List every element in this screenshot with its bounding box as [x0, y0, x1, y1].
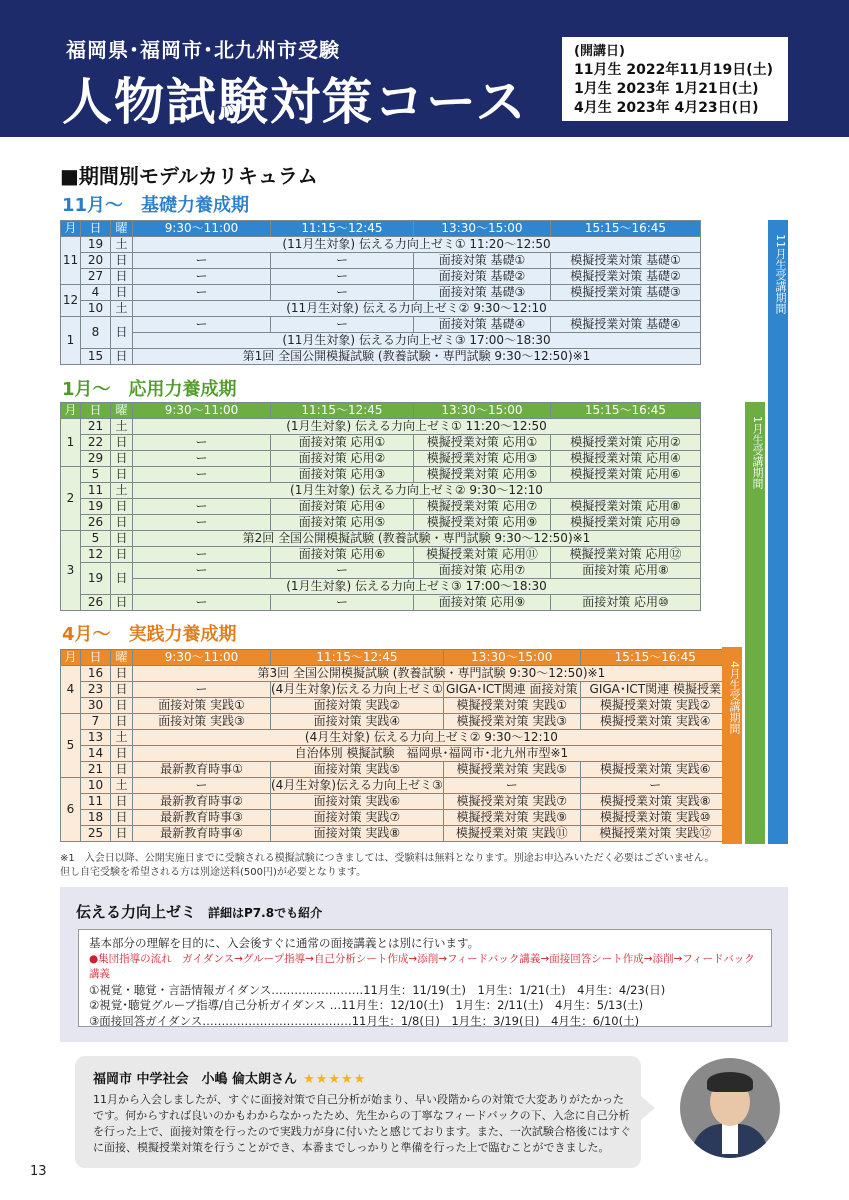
table-row: [61, 435, 701, 451]
student-name-text: 福岡市 中学社会 小嶋 倫太朗さん: [93, 1072, 298, 1087]
phase1-title: 11月～ 基礎力養成期: [62, 195, 250, 216]
day-cell: 25: [81, 826, 111, 842]
session-cell: 模擬授業対策 応用⑪: [414, 547, 551, 563]
session-cell: 面接対策 応用④: [271, 499, 414, 515]
table-row: [61, 467, 701, 483]
month-cell: 11: [61, 237, 81, 285]
session-cell: 模擬授業対策 実践⑤: [443, 762, 580, 778]
event-cell: 第1回 全国公開模擬試験 (教養試験・専門試験 9:30～12:50)※1: [133, 349, 701, 365]
session-cell: ー: [133, 285, 271, 301]
session-cell: 模擬授業対策 応用⑨: [414, 515, 551, 531]
zemi-title: [76, 901, 322, 922]
day-cell: 29: [81, 451, 111, 467]
session-cell: 模擬授業対策 基礎③: [551, 285, 701, 301]
event-cell: (4月生対象) 伝える力向上ゼミ② 9:30～12:10: [133, 730, 731, 746]
session-cell: ー: [133, 435, 271, 451]
day-cell: 5: [81, 467, 111, 483]
weekday-cell: 日: [111, 467, 133, 483]
table-row: [61, 285, 701, 301]
rating-stars: ★★★★★: [303, 1072, 367, 1087]
session-cell: 模擬授業対策 応用⑧: [551, 499, 701, 515]
table-row: [61, 826, 731, 842]
avatar-shirt: [722, 1124, 738, 1154]
session-cell: 面接対策 基礎①: [414, 253, 551, 269]
weekday-cell: 日: [111, 515, 133, 531]
table-row: [61, 531, 701, 547]
weekday-cell: 土: [111, 301, 133, 317]
weekday-cell: 日: [111, 698, 133, 714]
table-row: [61, 253, 701, 269]
day-cell: 11: [81, 483, 111, 499]
session-cell: ー: [271, 285, 414, 301]
table-row: [61, 563, 701, 579]
table-row: [61, 237, 701, 253]
session-cell: ー: [271, 595, 414, 611]
month-cell: 4: [61, 666, 81, 714]
session-cell: 面接対策 実践④: [271, 714, 444, 730]
weekday-cell: 日: [111, 499, 133, 515]
day-cell: 26: [81, 595, 111, 611]
table-row: [61, 730, 731, 746]
day-cell: 19: [81, 499, 111, 515]
session-cell: 模擬授業対策 応用②: [551, 435, 701, 451]
nov-period-bar: 11月生受講期間: [768, 220, 788, 844]
day-cell: 19: [81, 237, 111, 253]
table-row: [61, 483, 701, 499]
column-header: 11:15～12:45: [271, 403, 414, 419]
session-cell: 面接対策 実践⑦: [271, 810, 444, 826]
table-row: [61, 778, 731, 794]
session-cell: 模擬授業対策 応用⑥: [551, 467, 701, 483]
table-row: [61, 762, 731, 778]
table-row: [61, 349, 701, 365]
session-cell: ー: [133, 515, 271, 531]
session-cell: 模擬授業対策 応用⑤: [414, 467, 551, 483]
avatar: [680, 1058, 780, 1158]
weekday-cell: 土: [111, 419, 133, 435]
zemi-flow: ●集団指導の流れ ガイダンス→グループ指導→自己分析シート作成→添削→フィードバック講義→面接回答シート作成→添削→フィードバック講義: [89, 952, 755, 980]
session-cell: 最新教育時事④: [133, 826, 271, 842]
zemi-section: [60, 887, 788, 1042]
weekday-cell: 土: [111, 237, 133, 253]
session-cell: 模擬授業対策 基礎①: [551, 253, 701, 269]
column-header: 日: [81, 221, 111, 237]
page-title: 人物試験対策コース: [62, 73, 528, 131]
session-cell: 模擬授業対策 実践③: [443, 714, 580, 730]
session-cell: ー: [133, 563, 271, 579]
day-cell: 30: [81, 698, 111, 714]
column-header: 日: [81, 403, 111, 419]
session-cell: 模擬授業対策 基礎②: [551, 269, 701, 285]
student-voice-bubble: [75, 1056, 641, 1168]
event-cell: (11月生対象) 伝える力向上ゼミ① 11:20～12:50: [133, 237, 701, 253]
zemi-title-text: 伝える力向上ゼミ: [76, 903, 197, 921]
event-cell: 第3回 全国公開模擬試験 (教養試験・専門試験 9:30～12:50)※1: [133, 666, 731, 682]
footnote-line: 但し自宅受験を希望される方は別途送料(500円)が必要となります。: [60, 867, 367, 878]
event-cell: (1月生対象) 伝える力向上ゼミ② 9:30～12:10: [133, 483, 701, 499]
column-header: 9:30～11:00: [133, 650, 271, 666]
weekday-cell: 日: [111, 285, 133, 301]
event-cell: (11月生対象) 伝える力向上ゼミ② 9:30～12:10: [133, 301, 701, 317]
weekday-cell: 日: [111, 746, 133, 762]
bubble-arrow: [641, 1096, 655, 1120]
avatar-hair: [707, 1072, 753, 1092]
zemi-intro: 基本部分の理解を目的に、入会後すぐに通常の面接講義とは別に行います。: [89, 936, 480, 950]
session-cell: 模擬授業対策 実践⑨: [443, 810, 580, 826]
weekday-cell: 日: [111, 666, 133, 682]
day-cell: 8: [81, 317, 111, 349]
student-comment: 11月から入会しましたが、すぐに面接対策で自己分析が始まり、早い段階からの対策で大変ありがたかったです。何からすれば良いのかもわからなかったため、先生からの丁寧なフィードバックの下、入念に自己分析を行った上で、面接対策を行ったので実践力が身に付いたと感じております。また、一次試験合格後にはすぐに面接、模擬授業対策を行うことができ、本番までしっかりと準備を行った上で臨むことができました。: [93, 1093, 631, 1154]
weekday-cell: 日: [111, 794, 133, 810]
start-dates-label: (開講日): [574, 44, 625, 59]
event-cell: (1月生対象) 伝える力向上ゼミ① 11:20～12:50: [133, 419, 701, 435]
column-header: 13:30～15:00: [414, 221, 551, 237]
session-cell: 面接対策 応用③: [271, 467, 414, 483]
column-header: 15:15～16:45: [551, 221, 701, 237]
column-header: 15:15～16:45: [580, 650, 730, 666]
table-row: [61, 794, 731, 810]
phase3-title: 4月～ 実践力養成期: [62, 624, 237, 645]
session-cell: ー: [271, 317, 414, 333]
weekday-cell: 日: [111, 714, 133, 730]
column-header: 月: [61, 221, 81, 237]
month-cell: 1: [61, 419, 81, 467]
day-cell: 5: [81, 531, 111, 547]
column-header: 曜: [111, 221, 133, 237]
curriculum-title: ■期間別モデルカリキュラム: [60, 164, 318, 188]
day-cell: 21: [81, 762, 111, 778]
session-cell: 面接対策 応用⑥: [271, 547, 414, 563]
session-cell: 模擬授業対策 実践④: [580, 714, 730, 730]
session-cell: 面接対策 実践③: [133, 714, 271, 730]
table-row: [61, 451, 701, 467]
day-cell: 13: [81, 730, 111, 746]
day-cell: 10: [81, 301, 111, 317]
session-cell: 模擬授業対策 実践⑫: [580, 826, 730, 842]
weekday-cell: 土: [111, 483, 133, 499]
table-row: [61, 810, 731, 826]
day-cell: 20: [81, 253, 111, 269]
header-banner: [0, 0, 849, 137]
session-cell: 模擬授業対策 実践①: [443, 698, 580, 714]
session-cell: GIGA･ICT関連 模擬授業: [580, 682, 730, 698]
zemi-details-box: [78, 929, 772, 1027]
session-cell: 最新教育時事①: [133, 762, 271, 778]
session-cell: 面接対策 応用①: [271, 435, 414, 451]
session-cell: (4月生対象)伝える力向上ゼミ③: [271, 778, 443, 792]
month-cell: 1: [61, 317, 81, 365]
session-cell: ー: [271, 269, 414, 285]
footnote-line: ※1 入会日以降、公開実施日までに受験される模擬試験につきましては、受験料は無料となります。別途お申込みいただく必要はございません。: [60, 853, 715, 864]
table-row: [61, 419, 701, 435]
weekday-cell: 日: [111, 547, 133, 563]
weekday-cell: 土: [111, 778, 133, 794]
weekday-cell: 日: [111, 451, 133, 467]
zemi-subtitle: 詳細はP7.8でも紹介: [208, 906, 323, 920]
day-cell: 7: [81, 714, 111, 730]
table-row: [61, 499, 701, 515]
session-cell: 模擬授業対策 応用⑫: [551, 547, 701, 563]
session-cell: ー: [580, 778, 730, 794]
weekday-cell: 日: [111, 349, 133, 365]
session-cell: ー: [133, 467, 271, 483]
session-cell: 模擬授業対策 実践⑦: [443, 794, 580, 810]
table-row: [61, 269, 701, 285]
column-header: 曜: [111, 650, 133, 666]
session-cell: 面接対策 応用⑩: [551, 595, 701, 611]
event-cell: 自治体別 模擬試験 福岡県･福岡市･北九州市型※1: [133, 746, 731, 762]
session-cell: 面接対策 応用⑦: [414, 563, 551, 579]
event-cell: (1月生対象) 伝える力向上ゼミ③ 17:00～18:30: [133, 579, 701, 595]
column-header: 9:30～11:00: [133, 221, 271, 237]
month-cell: 2: [61, 467, 81, 531]
day-cell: 15: [81, 349, 111, 365]
session-cell: GIGA･ICT関連 面接対策: [443, 682, 580, 698]
session-cell: 面接対策 実践⑧: [271, 826, 444, 842]
month-cell: 12: [61, 285, 81, 317]
day-cell: 12: [81, 547, 111, 563]
table-row: [61, 301, 701, 317]
day-cell: 16: [81, 666, 111, 682]
day-cell: 19: [81, 563, 111, 595]
phase2-table: [60, 402, 701, 611]
weekday-cell: 日: [111, 269, 133, 285]
session-cell: ー: [133, 253, 271, 269]
weekday-cell: 日: [111, 563, 133, 595]
jan-period-bar: 1月生受講期間: [745, 402, 765, 844]
weekday-cell: 日: [111, 682, 133, 698]
session-cell: ー: [133, 547, 271, 563]
session-cell: ー: [133, 317, 271, 333]
session-cell: ー: [271, 563, 414, 579]
start-date-nov: 11月生 2022年11月19日(土): [574, 62, 774, 78]
session-cell: 面接対策 実践①: [133, 698, 271, 714]
session-cell: 模擬授業対策 実践⑪: [443, 826, 580, 842]
day-cell: 21: [81, 419, 111, 435]
page-number: 13: [30, 1164, 47, 1179]
column-header: 日: [81, 650, 111, 666]
table-row: [61, 515, 701, 531]
start-date-apr: 4月生 2023年 4月23日(日): [574, 100, 759, 116]
session-cell: 模擬授業対策 応用⑩: [551, 515, 701, 531]
session-cell: 模擬授業対策 実践⑧: [580, 794, 730, 810]
session-cell: 面接対策 基礎②: [414, 269, 551, 285]
table-row: [61, 666, 731, 682]
day-cell: 26: [81, 515, 111, 531]
month-cell: 3: [61, 531, 81, 611]
column-header: 月: [61, 650, 81, 666]
table-row: [61, 595, 701, 611]
table-row: [61, 714, 731, 730]
month-cell: 5: [61, 714, 81, 778]
session-cell: (4月生対象)伝える力向上ゼミ①: [271, 682, 443, 696]
session-cell: 最新教育時事③: [133, 810, 271, 826]
session-cell: 模擬授業対策 応用③: [414, 451, 551, 467]
header-subtitle: 福岡県･福岡市･北九州市受験: [66, 38, 340, 62]
phase3-table: [60, 649, 731, 842]
session-cell: 面接対策 基礎③: [414, 285, 551, 301]
session-cell: ー: [133, 682, 271, 698]
session-cell: ー: [133, 451, 271, 467]
weekday-cell: 日: [111, 435, 133, 451]
weekday-cell: 土: [111, 730, 133, 746]
phase1-table: [60, 220, 701, 365]
day-cell: 4: [81, 285, 111, 301]
weekday-cell: 日: [111, 253, 133, 269]
table-row: [61, 333, 701, 349]
month-cell: 6: [61, 778, 81, 842]
session-cell: ー: [443, 778, 580, 794]
table-row: [61, 579, 701, 595]
weekday-cell: 日: [111, 762, 133, 778]
session-cell: 面接対策 実践⑤: [271, 762, 444, 778]
table-row: [61, 547, 701, 563]
event-cell: (11月生対象) 伝える力向上ゼミ③ 17:00～18:30: [133, 333, 701, 349]
day-cell: 14: [81, 746, 111, 762]
session-cell: 模擬授業対策 実践⑥: [580, 762, 730, 778]
column-header: 曜: [111, 403, 133, 419]
zemi-item: ①視覚・聴覚・言語情報ガイダンス……………………11月生：11/19(土) 1月生：1/21(土) 4月生：4/23(日): [89, 982, 666, 997]
session-cell: ー: [133, 499, 271, 515]
session-cell: 面接対策 応用⑧: [551, 563, 701, 579]
session-cell: 最新教育時事②: [133, 794, 271, 810]
session-cell: ー: [271, 253, 414, 269]
session-cell: ー: [133, 269, 271, 285]
session-cell: 模擬授業対策 応用④: [551, 451, 701, 467]
session-cell: 模擬授業対策 応用①: [414, 435, 551, 451]
session-cell: 模擬授業対策 実践②: [580, 698, 730, 714]
event-cell: 第2回 全国公開模擬試験 (教養試験・専門試験 9:30～12:50)※1: [133, 531, 701, 547]
student-name: [93, 1068, 366, 1087]
day-cell: 23: [81, 682, 111, 698]
day-cell: 11: [81, 794, 111, 810]
column-header: 月: [61, 403, 81, 419]
column-header: 9:30～11:00: [133, 403, 271, 419]
phase2-title: 1月～ 応用力養成期: [62, 379, 237, 400]
column-header: 13:30～15:00: [443, 650, 580, 666]
start-date-jan: 1月生 2023年 1月21日(土): [574, 81, 759, 97]
session-cell: 面接対策 実践②: [271, 698, 444, 714]
zemi-item: ③面接回答ガイダンス…………………………………11月生：1/8(日) 1月生：3/19(日) 4月生：6/10(土): [89, 1013, 640, 1028]
apr-period-bar: 4月生受講期間: [722, 647, 742, 844]
weekday-cell: 日: [111, 810, 133, 826]
weekday-cell: 日: [111, 531, 133, 547]
session-cell: 面接対策 応用⑤: [271, 515, 414, 531]
session-cell: ー: [133, 778, 271, 794]
column-header: 13:30～15:00: [414, 403, 551, 419]
day-cell: 22: [81, 435, 111, 451]
weekday-cell: 日: [111, 595, 133, 611]
session-cell: 面接対策 実践⑥: [271, 794, 444, 810]
column-header: 11:15～12:45: [271, 221, 414, 237]
session-cell: ー: [133, 595, 271, 611]
table-row: [61, 317, 701, 333]
session-cell: 面接対策 基礎④: [414, 317, 551, 333]
weekday-cell: 日: [111, 826, 133, 842]
session-cell: 模擬授業対策 実践⑩: [580, 810, 730, 826]
weekday-cell: 日: [111, 317, 133, 349]
day-cell: 18: [81, 810, 111, 826]
table-row: [61, 746, 731, 762]
table-row: [61, 698, 731, 714]
column-header: 11:15～12:45: [271, 650, 444, 666]
session-cell: 面接対策 応用⑨: [414, 595, 551, 611]
footnote: [60, 852, 714, 880]
day-cell: 27: [81, 269, 111, 285]
session-cell: 模擬授業対策 基礎④: [551, 317, 701, 333]
table-row: [61, 682, 731, 698]
start-dates-box: [562, 37, 788, 121]
column-header: 15:15～16:45: [551, 403, 701, 419]
day-cell: 10: [81, 778, 111, 794]
session-cell: 模擬授業対策 応用⑦: [414, 499, 551, 515]
session-cell: 面接対策 応用②: [271, 451, 414, 467]
zemi-item: ②視覚･聴覚グループ指導/自己分析ガイダンス …11月生：12/10(土) 1月生：2/11(土) 4月生：5/13(土): [89, 998, 644, 1012]
